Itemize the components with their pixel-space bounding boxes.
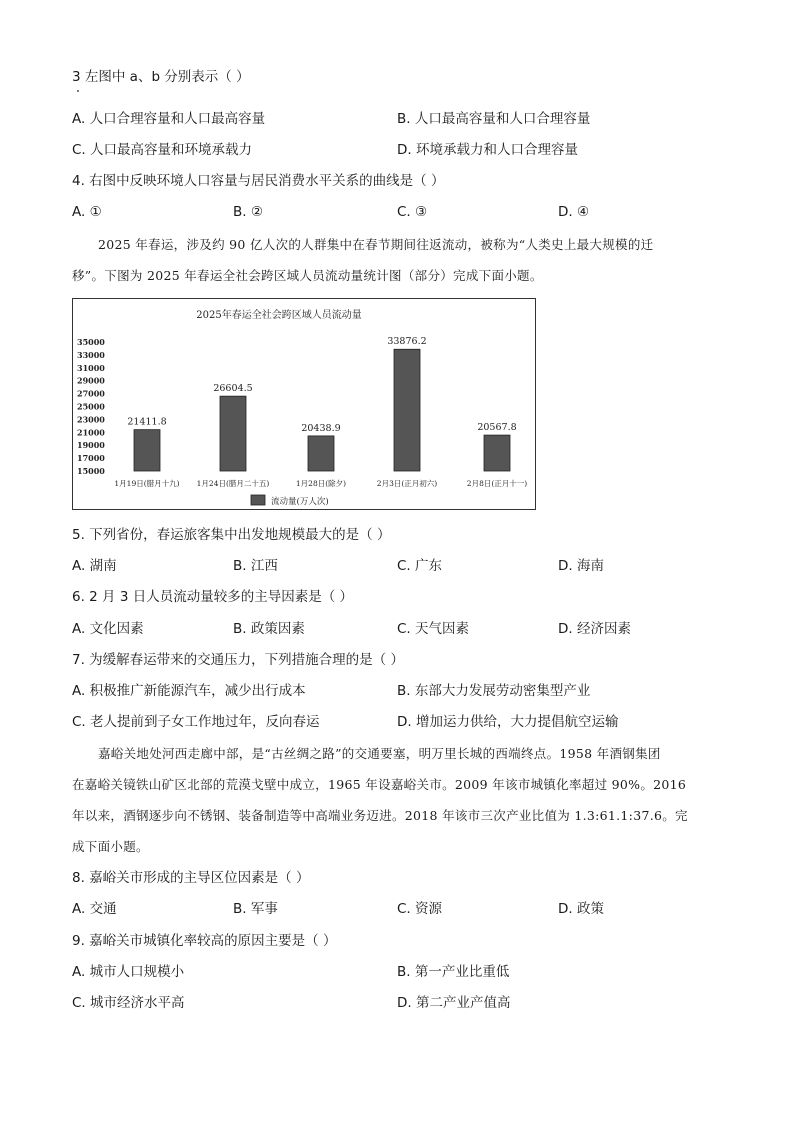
q8-option-c[interactable]: C. 资源 (397, 901, 443, 917)
y-tick-label: 21000 (77, 427, 105, 438)
y-tick-label: 29000 (77, 375, 105, 386)
q8-stem: 8. 嘉峪关市形成的主导区位因素是（ ） (72, 870, 310, 886)
legend-swatch (251, 495, 265, 505)
migration-bar-chart (72, 298, 536, 510)
bar (308, 436, 334, 471)
q5-option-c[interactable]: C. 广东 (397, 558, 443, 574)
q6-option-d[interactable]: D. 经济因素 (558, 621, 631, 637)
q7-stem: 7. 为缓解春运带来的交通压力，下列措施合理的是（ ） (72, 652, 404, 668)
y-tick-label: 19000 (77, 440, 105, 451)
q6-option-b[interactable]: B. 政策因素 (233, 621, 305, 637)
q3-option-b[interactable]: B. 人口最高容量和人口合理容量 (397, 111, 591, 127)
q3-stem: 3 左图中 a、b 分别表示（ ） (72, 69, 250, 85)
y-tick-label: 31000 (77, 362, 105, 373)
q7-option-a[interactable]: A. 积极推广新能源汽车，减少出行成本 (72, 683, 306, 699)
bar-data-label: 20567.8 (477, 422, 517, 434)
y-tick-label: 35000 (77, 337, 105, 347)
q5-option-a[interactable]: A. 湖南 (72, 558, 117, 574)
q9-option-d[interactable]: D. 第二产业产值高 (397, 995, 511, 1011)
q5-option-d[interactable]: D. 海南 (558, 558, 604, 574)
q7-option-d[interactable]: D. 增加运力供给，大力提倡航空运输 (397, 714, 619, 730)
q4-option-c[interactable]: C. ③ (397, 204, 428, 220)
passage-jiayuguan (72, 738, 722, 862)
bar (394, 349, 420, 471)
y-tick-label: 25000 (77, 401, 105, 412)
passage2-line1: 嘉峪关地处河西走廊中部，是“古丝绸之路”的交通要塞，明万里长城的西端终点。1958 年酒钢集团 (98, 746, 661, 761)
x-tick-label: 2月3日(正月初六) (376, 479, 438, 488)
legend-label: 流动量(万人次) (271, 497, 329, 507)
q4-stem: 4. 右图中反映环境人口容量与居民消费水平关系的曲线是（ ） (72, 173, 445, 189)
passage1-line2: 移”。下图为 2025 年春运全社会跨区域人员流动量统计图（部分）完成下面小题。 (72, 268, 543, 283)
stray-dot (77, 90, 79, 92)
chart-title: 2025年春运全社会跨区域人员流动量 (196, 310, 362, 321)
y-tick-label: 17000 (77, 453, 105, 464)
x-tick-label: 1月24日(腊月二十五) (196, 479, 270, 488)
q5-stem: 5. 下列省份，春运旅客集中出发地规模最大的是（ ） (72, 527, 391, 543)
q4-option-b[interactable]: B. ② (233, 204, 263, 220)
x-tick-label: 2月8日(正月十一) (466, 479, 528, 488)
bar-data-label: 26604.5 (213, 383, 253, 395)
y-tick-label: 33000 (77, 349, 105, 360)
passage2-line4: 成下面小题。 (72, 839, 149, 854)
q4-option-d[interactable]: D. ④ (558, 204, 590, 220)
q6-stem: 6. 2 月 3 日人员流动量较多的主导因素是（ ） (72, 589, 354, 605)
q9-option-a[interactable]: A. 城市人口规模小 (72, 964, 185, 980)
bar (220, 396, 246, 471)
q7-option-c[interactable]: C. 老人提前到子女工作地过年，反向春运 (72, 714, 320, 730)
q8-option-d[interactable]: D. 政策 (558, 901, 604, 917)
q3-option-a[interactable]: A. 人口合理容量和人口最高容量 (72, 111, 266, 127)
bar-data-label: 33876.2 (387, 336, 427, 348)
q9-option-b[interactable]: B. 第一产业比重低 (397, 964, 510, 980)
bar-data-label: 21411.8 (127, 416, 167, 428)
q3-option-c[interactable]: C. 人口最高容量和环境承载力 (72, 142, 253, 158)
q6-option-a[interactable]: A. 文化因素 (72, 621, 144, 637)
bar-data-label: 20438.9 (301, 422, 341, 434)
passage1-line1: 2025 年春运，涉及约 90 亿人次的人群集中在春节期间往返流动，被称为“人类史上最大规模的迁 (98, 237, 654, 252)
q4-option-a[interactable]: A. ① (72, 204, 102, 220)
q6-option-c[interactable]: C. 天气因素 (397, 621, 470, 637)
passage2-line3: 年以来，酒钢逐步向不锈钢、装备制造等中高端业务迈进。2018 年该市三次产业比值为 1.3:61.1:37.6。完 (72, 808, 688, 823)
q3-option-d[interactable]: D. 环境承载力和人口合理容量 (397, 142, 578, 158)
passage-spring-festival (72, 229, 722, 291)
q9-option-c[interactable]: C. 城市经济水平高 (72, 995, 185, 1011)
q8-option-b[interactable]: B. 军事 (233, 901, 278, 917)
y-tick-label: 23000 (77, 414, 105, 425)
q7-option-b[interactable]: B. 东部大力发展劳动密集型产业 (397, 683, 591, 699)
x-tick-label: 1月19日(腊月十九) (114, 479, 180, 488)
bar (484, 435, 510, 471)
q5-option-b[interactable]: B. 江西 (233, 558, 278, 574)
bar (134, 430, 160, 471)
chart-svg (73, 299, 537, 511)
q8-option-a[interactable]: A. 交通 (72, 901, 117, 917)
y-tick-label: 15000 (77, 466, 105, 476)
y-tick-label: 27000 (77, 388, 105, 399)
q9-stem: 9. 嘉峪关市城镇化率较高的原因主要是（ ） (72, 933, 337, 949)
passage2-line2: 在嘉峪关镜铁山矿区北部的荒漠戈壁中成立，1965 年设嘉峪关市。2009 年该市城镇化率超过 90%。2016 (72, 777, 687, 792)
x-tick-label: 1月28日(除夕) (295, 479, 347, 488)
